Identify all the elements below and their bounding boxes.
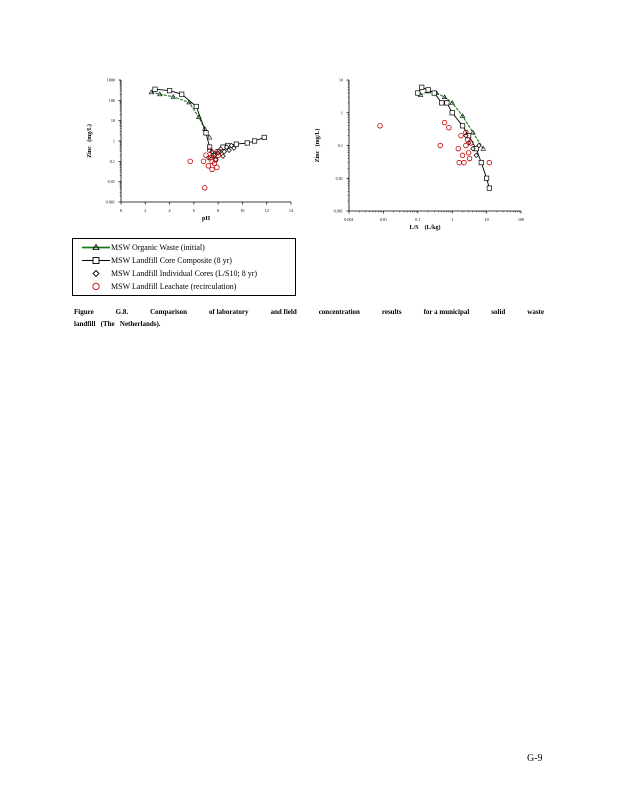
data-point-square bbox=[426, 88, 430, 92]
caption-word: results bbox=[381, 308, 402, 316]
data-point-square bbox=[487, 186, 491, 190]
y-tick-label: 1 bbox=[340, 110, 343, 116]
data-point-square bbox=[194, 104, 198, 108]
data-point-circle bbox=[487, 160, 492, 165]
data-point-circle bbox=[462, 160, 467, 165]
data-point-square bbox=[484, 176, 488, 180]
data-point-circle bbox=[206, 164, 211, 169]
legend-label: MSW Landfill Core Composite (8 yr) bbox=[111, 256, 232, 265]
data-point-circle bbox=[188, 159, 193, 164]
caption-word: concentration bbox=[318, 308, 360, 316]
caption-word: waste bbox=[527, 308, 544, 316]
caption-word: and field bbox=[270, 308, 297, 316]
x-tick-label: 0.01 bbox=[379, 217, 388, 222]
x-tick-label: 6 bbox=[192, 208, 195, 213]
data-point-square bbox=[445, 101, 449, 105]
x-tick-label: 10 bbox=[240, 208, 245, 213]
caption-word: G.8. bbox=[115, 308, 129, 316]
y-tick-label: 0.01 bbox=[107, 179, 115, 185]
data-point-circle bbox=[201, 159, 206, 164]
y-tick-label: 10 bbox=[110, 118, 115, 124]
data-point-diamond bbox=[222, 149, 226, 153]
x-tick-label: 10 bbox=[484, 217, 489, 222]
data-point-circle bbox=[378, 123, 383, 128]
legend-label: MSW Landfill Leachate (recirculation) bbox=[111, 282, 237, 291]
x-tick-label: 1 bbox=[451, 217, 454, 222]
plot-zinc-vs-ls bbox=[314, 78, 524, 232]
legend bbox=[72, 238, 296, 296]
y-tick-label: 0.1 bbox=[109, 158, 115, 164]
data-point-circle bbox=[215, 165, 220, 170]
y-tick-label: 0.01 bbox=[335, 175, 343, 181]
series-line-msw-organic-waste-initial bbox=[421, 91, 484, 148]
y-tick-label: 0.001 bbox=[105, 199, 115, 205]
data-point-diamond bbox=[221, 154, 225, 158]
data-point-circle bbox=[457, 160, 462, 165]
y-axis-label: Zinc (mg/L) bbox=[315, 128, 321, 163]
y-tick-label: 1 bbox=[112, 138, 115, 144]
x-tick-label: 0.001 bbox=[344, 217, 354, 222]
data-point-circle bbox=[460, 153, 465, 158]
data-point-circle bbox=[202, 185, 207, 190]
caption-word: solid bbox=[491, 308, 506, 316]
page-number: G‑9 bbox=[527, 753, 543, 764]
x-axis-label: pH bbox=[201, 216, 211, 222]
y-tick-label: 10 bbox=[338, 77, 343, 83]
data-point-square bbox=[252, 139, 256, 143]
y-tick-label: 100 bbox=[108, 97, 115, 103]
y-tick-label: 0.001 bbox=[333, 208, 343, 214]
y-axis-label: Zinc (mg/L) bbox=[87, 124, 93, 158]
data-point-circle bbox=[467, 156, 472, 161]
caption-word: for a municipal bbox=[423, 308, 470, 316]
caption-word: of laboratory bbox=[209, 308, 249, 316]
x-tick-label: 8 bbox=[217, 208, 220, 213]
data-point-circle bbox=[204, 153, 209, 158]
data-point-square bbox=[450, 111, 454, 115]
y-tick-label: 0.1 bbox=[337, 143, 343, 148]
series-line-msw-landfill-core-composite-8-yr bbox=[418, 87, 490, 188]
legend-label: MSW Landfill Individual Cores (L/S10; 8 yr) bbox=[111, 269, 258, 278]
data-point-square bbox=[432, 91, 436, 95]
diamond-marker-icon bbox=[93, 271, 99, 277]
x-tick-label: 0.1 bbox=[415, 217, 421, 222]
data-point-square bbox=[180, 92, 184, 96]
data-point-circle bbox=[210, 167, 215, 172]
data-point-circle bbox=[466, 150, 471, 155]
data-point-square bbox=[204, 131, 208, 135]
circle-marker-icon bbox=[93, 283, 99, 289]
data-point-circle bbox=[456, 146, 461, 151]
data-point-square bbox=[234, 142, 238, 146]
figure-caption bbox=[74, 306, 544, 330]
legend-item-leachate bbox=[73, 280, 295, 293]
legend-item-core-composite bbox=[73, 254, 295, 267]
data-point-square bbox=[440, 101, 444, 105]
x-tick-label: 100 bbox=[517, 217, 525, 222]
legend-label: MSW Organic Waste (initial) bbox=[111, 243, 205, 252]
caption-word: Comparison bbox=[150, 308, 188, 316]
data-point-square bbox=[479, 160, 483, 164]
legend-item-organic-waste bbox=[73, 241, 295, 254]
series-line-msw-organic-waste-initial bbox=[151, 92, 209, 137]
x-tick-label: 0 bbox=[119, 208, 123, 213]
data-point-circle bbox=[438, 143, 443, 148]
x-tick-label: 2 bbox=[144, 208, 147, 213]
x-tick-label: 4 bbox=[168, 208, 171, 213]
data-point-square bbox=[153, 87, 157, 91]
data-point-circle bbox=[459, 133, 464, 138]
x-tick-label: 12 bbox=[264, 208, 269, 213]
y-tick-label: 1000 bbox=[106, 77, 115, 83]
x-axis-label: L/S (L/kg) bbox=[409, 225, 441, 231]
data-point-square bbox=[245, 141, 249, 145]
data-point-square bbox=[460, 124, 464, 128]
data-point-circle bbox=[442, 120, 447, 125]
data-point-circle bbox=[447, 125, 452, 130]
plot-zinc-vs-ph bbox=[86, 78, 294, 223]
data-point-square bbox=[420, 85, 424, 89]
square-marker-icon bbox=[93, 258, 99, 264]
caption-line-2: landfill (The Netherlands). bbox=[74, 320, 161, 328]
caption-word: Figure bbox=[74, 308, 94, 316]
chart-zinc-vs-ph bbox=[0, 0, 618, 240]
legend-item-individual-cores bbox=[73, 267, 295, 280]
data-point-square bbox=[167, 88, 171, 92]
data-point-square bbox=[416, 91, 420, 95]
data-point-circle bbox=[464, 143, 469, 148]
x-tick-label: 14 bbox=[288, 208, 294, 213]
data-point-square bbox=[262, 135, 266, 139]
